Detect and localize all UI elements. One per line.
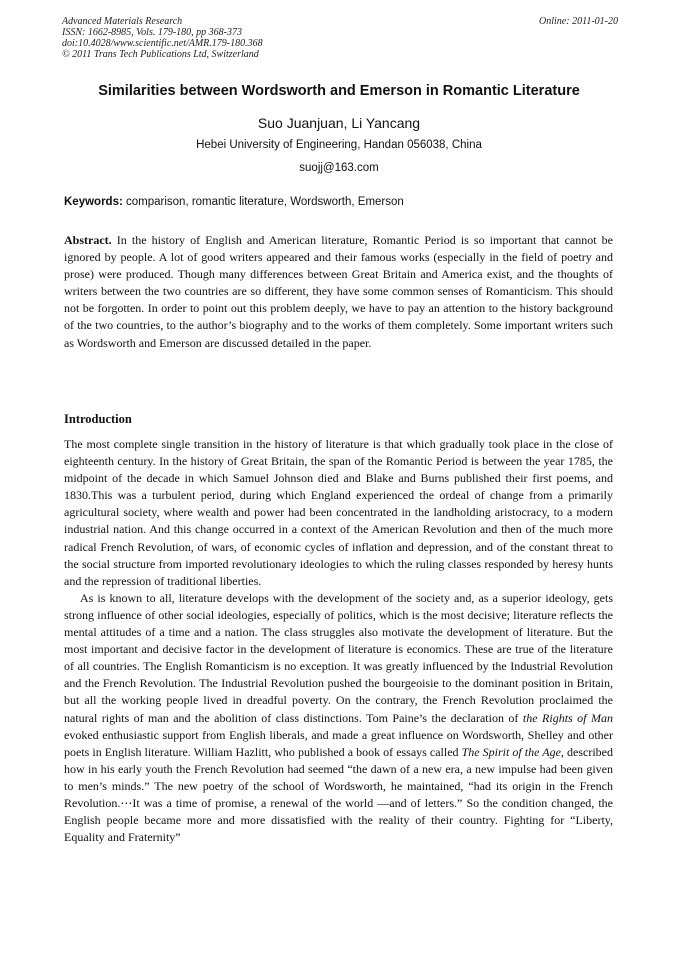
journal-doi: doi:10.4028/www.scientific.net/AMR.179-180.368 [62,38,263,49]
keywords-label: Keywords: [64,196,123,208]
journal-name: Advanced Materials Research [62,16,183,27]
intro-paragraph-2 [64,590,613,846]
intro-p2-part-c: , described how in his early youth the French Revolution had seemed “the dawn of a new era, a new impulse had been given to men’s minds.” The new poetry of the school of Wordsworth, he maintained, “had its origin in the French Revolution.⋯It was a time of promise, a renewal of the world —and of letters.” So the condition changed, the English people became more and more dissatisfied with the reality of their country. Fighting for “Liberty, Equality and Fraternity” [64,744,614,845]
intro-p2-part-b: evoked enthusiastic support from English liberals, and made a great influence on Wordsworth, Shelley and other poets in English literature. William Hazlitt, who published a book of essays called [64,727,613,759]
paper-title: Similarities between Wordsworth and Emerson in Romantic Literature [98,83,580,99]
introduction-body [64,436,613,846]
keywords [64,196,620,208]
introduction-heading: Introduction [64,412,132,426]
author-affiliation: Hebei University of Engineering, Handan 056038, China [196,139,482,151]
journal-copyright: © 2011 Trans Tech Publications Ltd, Switzerland [62,49,259,60]
paper-authors: Suo Juanjuan, Li Yancang [257,115,421,131]
intro-p2-part-a: As is known to all, literature develops with the development of the society and, as a superior ideology, gets strong influence of other social ideologies, especially of politics, which is the most decisive; literature reflects the mental attitudes of a time and a nation. The class struggles also motivate the development of literature. But the most important and decisive factor in the development of literature is economics. These are true of the literature of all countries. The English Romanticism is no exception. It was greatly influenced by the Industrial Revolution and the French Revolution. The Industrial Revolution pushed the bourgeoisie to the dominant position in Britain, but all the working people lived in dreadful poverty. On the contrary, the French Revolution proclaimed the natural rights of man and the abolition of class distinctions. Tom Paine’s the declaration of [64,590,613,725]
journal-issn: ISSN: 1662-8985, Vols. 179-180, pp 368-373 [62,27,242,38]
abstract-label: Abstract. [64,233,112,247]
abstract [64,232,613,352]
intro-p2-italic-spirit-of-age: The Spirit of the Age [461,744,561,759]
abstract-text: In the history of English and American literature, Romantic Period is so important that cannot be ignored by people. A lot of good writers appeared and their famous works (especially in the field of poetry and prose) were produced. Though many differences between Great Britain and America exist, and the thoughts of writers between the two countries are so different, they have some common senses of Romanticism. This should not be forgotten. In order to point out this problem deeply, we have to pay an attention to the history background of the two countries, to the author’s biography and to the works of them completely. Some important writers such as Wordsworth and Emerson are discussed detailed in the paper. [64,233,614,350]
journal-header [62,16,618,60]
intro-p2-italic-rights-of-man: the Rights of Man [522,710,613,725]
author-email: suojj@163.com [299,162,379,174]
keywords-text: comparison, romantic literature, Wordsworth, Emerson [126,196,404,208]
online-date: Online: 2011-01-20 [539,16,618,27]
intro-paragraph-1: The most complete single transition in the history of literature is that which gradually took place in the close of eighteenth century. In the history of Great Britain, the span of the Romantic Period is between the year 1785, the midpoint of the decade in which Samuel Johnson died and Blake and Burns published their first poems, and 1830.This was a turbulent period, during which England experienced the ordeal of change from a primarily agricultural society, where wealth and power had been concentrated in the landholding aristocracy, to a modern industrial nation. And this change occurred in a context of the American Revolution and then of the much more radical French Revolution, of wars, of economic cycles of inflation and depression, and of the constant threat to the social structure from imported revolutionary ideologies to which the ruling classes responded by heresy hunts and the repression of traditional liberties. [64,437,613,588]
